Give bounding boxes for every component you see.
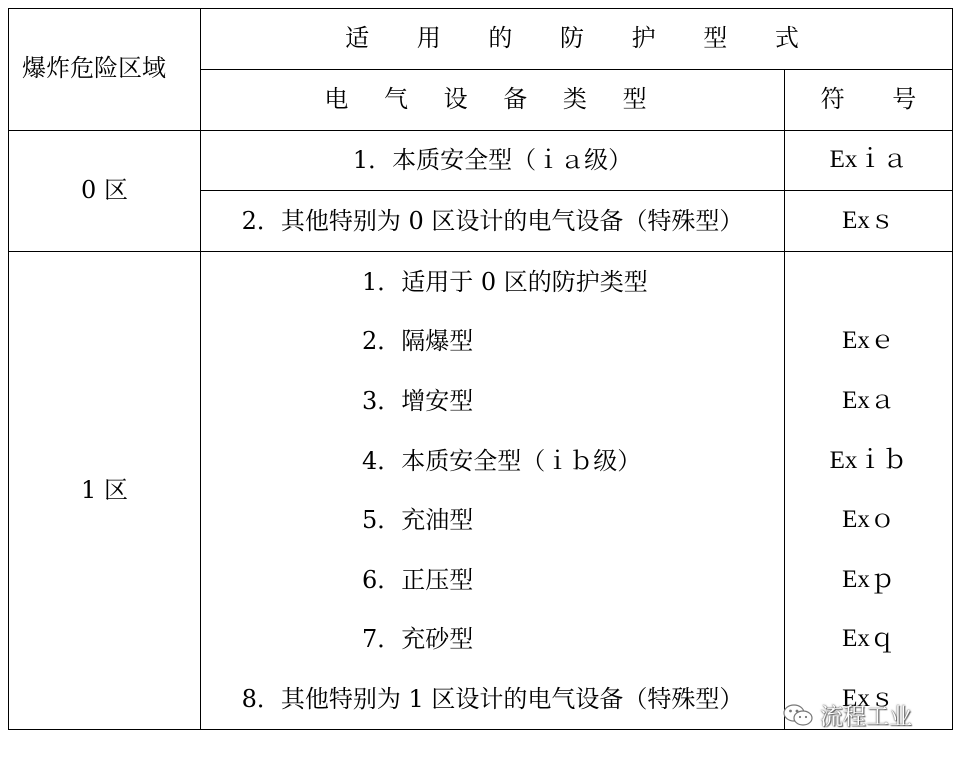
zone-1-symbol-5: Exｏ bbox=[842, 506, 895, 533]
zone-1-symbol-3: Exａ bbox=[842, 387, 895, 414]
zone-1-type-6: 6．正压型 bbox=[362, 566, 474, 594]
watermark bbox=[782, 698, 912, 731]
grid-line bbox=[952, 8, 953, 730]
zone-1-symbol-6: Exｐ bbox=[842, 566, 895, 593]
grid-line bbox=[8, 8, 9, 730]
zone-1-type-1: 1．适用于 0 区的防护类型 bbox=[362, 268, 648, 296]
zone-0-symbol-1: Exｉａ bbox=[829, 146, 908, 173]
grid-line bbox=[8, 8, 953, 9]
zone-1-symbol-8: Exｓ bbox=[842, 685, 895, 712]
grid-line bbox=[8, 251, 953, 252]
symbol-header: 符 号 bbox=[820, 85, 937, 113]
zone-0-symbol-2: Exｓ bbox=[842, 207, 895, 234]
watermark-text: 流程工业 bbox=[820, 704, 912, 730]
equipment-type-header: 电 气 设 备 类 型 bbox=[324, 85, 661, 113]
zone-column-header: 爆炸危险区域 bbox=[22, 54, 166, 82]
protection-type-header: 适 用 的 防 护 型 式 bbox=[345, 24, 819, 52]
zone-0-label: 0 区 bbox=[81, 176, 128, 204]
zone-1-type-5: 5．充油型 bbox=[362, 506, 474, 534]
grid-line bbox=[200, 8, 201, 730]
grid-line bbox=[8, 130, 953, 131]
zone-1-type-4: 4．本质安全型（ｉｂ级） bbox=[362, 447, 642, 475]
wechat-icon bbox=[782, 702, 814, 728]
zone-1-type-8: 8．其他特别为 1 区设计的电气设备（特殊型） bbox=[241, 685, 744, 713]
zone-1-type-7: 7．充砂型 bbox=[362, 625, 474, 653]
zone-1-type-3: 3．增安型 bbox=[362, 387, 474, 415]
zone-1-symbol-2: Exｅ bbox=[842, 327, 895, 354]
zone-0-type-2: 2．其他特别为 0 区设计的电气设备（特殊型） bbox=[241, 207, 744, 235]
grid-line bbox=[201, 190, 953, 191]
zone-1-symbol-4: Exｉｂ bbox=[829, 447, 908, 474]
zone-1-type-2: 2．隔爆型 bbox=[362, 327, 474, 355]
grid-line bbox=[201, 69, 953, 70]
zone-1-label: 1 区 bbox=[81, 476, 128, 504]
zone-0-type-1: 1．本质安全型（ｉａ级） bbox=[352, 146, 633, 174]
zone-1-symbol-7: Exｑ bbox=[842, 625, 895, 652]
